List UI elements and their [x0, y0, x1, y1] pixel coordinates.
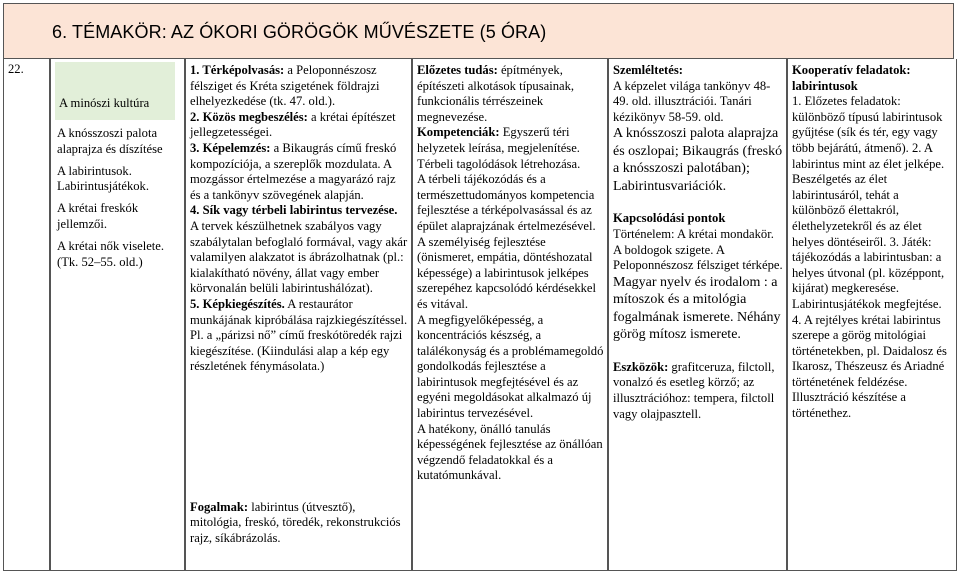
tools-head: Eszközök:	[613, 359, 669, 374]
competence-paragraph: A személyiség fejlesztése (önismeret, empátia, döntéshozatal képessége) a labirintusok jelképes szerepéhez kapcsolódó kérdésekkel és vitával.	[417, 234, 597, 311]
topic-item: A labirintusok. Labirintusjátékok.	[57, 163, 149, 194]
tools-body: grafitceruza, filctoll, vonalzó és esetleg körző; az illusztrációhoz: tempera, filctoll vagy olajpasztell.	[613, 359, 775, 421]
tasks-body: 1. Előzetes feladatok: különböző típusú labirintusok gyűjtése (sík és tér, egy vagy több bejárátú, átmenő). 2. A labirintus mint az élet jelképe. Beszélgetés az élet labirintusáról, tehát a különböző élettakról, élethelyzetekről és az élet helyes döntéseiről. 3. Játék: tájékozódás a labirintusban: a helyes útvonal (pl. középpont, kijárat) megkeresése. Labirintusjátékok megfejtése. 4. A rejtélyes krétai labirintus szerepe a görög mitológiai történetekben, pl. Daidalosz és Ikarosz, Thészeusz és Ariadné történetének feldézése. Illusztráció készítése a történethez.	[792, 94, 947, 421]
topic-item: A krétai freskók jellemzői.	[57, 201, 139, 231]
number-cell	[3, 59, 50, 571]
activity-head: 5. Képkiegészítés.	[190, 296, 285, 311]
competences-cell	[412, 59, 608, 571]
topic-cell	[50, 59, 185, 571]
page-title: 6. TÉMAKÖR: AZ ÓKORI GÖRÖGÖK MŰVÉSZETE (5 ÓRA)	[52, 22, 547, 42]
prior-knowledge-body: építmények, építészeti alkotások típusainak, funkcionális térrészeinek megnevezése.	[417, 63, 575, 124]
topic-list	[57, 126, 181, 277]
activity-body: a Bikaugrás című freskó kompozíciója, a szereplők mozdulata. A mozgássor értelmezése a magyarázó rajz és a tankönyv szövegének alapján.	[190, 140, 397, 202]
concepts	[190, 487, 408, 559]
topic-item: A krétai nők viselete. (Tk. 52–55. old.)	[57, 239, 165, 269]
competences-head: Kompetenciák:	[417, 125, 500, 140]
prior-knowledge-head: Előzetes tudás:	[417, 63, 498, 77]
unit-highlight	[55, 62, 175, 120]
competence-text	[417, 63, 604, 484]
activities-cell	[185, 59, 412, 571]
tasks-text	[792, 63, 953, 422]
tasks-cell	[787, 59, 957, 571]
visual-aids-list: A knósszoszi palota alaprajza és oszlopai; Bikaugrás (freskó a knósszoszi palotában); Labirintusvariációk.	[613, 126, 783, 194]
topic-item: A knósszoszi palota alaprajza és díszítése	[57, 126, 163, 156]
title-band	[3, 3, 954, 59]
activity-item	[190, 203, 408, 297]
resources-text	[613, 63, 783, 422]
links-head: Kapcsolódási pontok	[613, 211, 726, 226]
tasks-head: Kooperatív feladatok: labirintusok	[792, 63, 911, 93]
activity-item	[190, 141, 408, 203]
lesson-table	[3, 59, 957, 571]
competences-body: Egyszerű téri helyzetek leírása, megjelenítése. Térbeli tagolódások létrehozása.	[417, 125, 581, 171]
activity-head: 4. Sík vagy térbeli labirintus tervezése.	[190, 203, 398, 218]
row-number: 22.	[8, 62, 24, 76]
activity-body: A restaurátor munkájának kipróbálása rajzkiegészítéssel. Pl. a „párizsi nő” című freskótöredék rajzi kiegészítése. (Kiindulási alap a kép egy részletének fénymásolata.)	[190, 296, 408, 374]
resources-cell	[608, 59, 787, 571]
competence-paragraph: A térbeli tájékozódás és a természettudományos kompetencia fejlesztése a térképolvasással és az épület alaprajzának értelmezésével.	[417, 172, 596, 233]
links-literature: Magyar nyelv és irodalom : a mítoszok és a mitológia fogalmának ismerete. Néhány görög mítosz ismerete.	[613, 274, 781, 343]
activity-item	[190, 110, 408, 141]
activity-body: a krétai építészet jellegzetességei.	[190, 109, 396, 140]
activity-item	[190, 297, 408, 375]
links-body: Történelem: A krétai mondakör. A boldogok szigete. A Peloponnészosz félsziget térképe.	[613, 226, 783, 273]
activity-head: 2. Közös megbeszélés:	[190, 109, 308, 124]
activity-head: 1. Térképolvasás:	[190, 63, 285, 77]
concepts-body: labirintus (útvesztő), mitológia, freskó, töredék, rekonstrukciós rajz, síkábrázolás.	[190, 499, 401, 545]
activity-body: A tervek készülhetnek szabályos vagy szabálytalan befoglaló formával, vagy akár valamilyen alakzatot is ábrázolhatnak (pl.: kialakítható növény, állat vagy ember körvonalán belüli labirintushálózat).	[190, 218, 408, 296]
activity-body: a Peloponnészosz félsziget és Kréta szigetének földrajzi elhelyezkedése (tk. 47. old.).	[190, 63, 380, 109]
concepts-head: Fogalmak:	[190, 499, 249, 514]
activity-list	[190, 63, 408, 375]
visual-aids-head: Szemléltetés:	[613, 63, 683, 77]
competence-paragraph: A megfigyelőképesség, a koncentrációs készség, a találékonyság és a problémamegoldó gondolkodás fejlesztése a labirintusok megfejtésével és az egyéni megoldásokat alkalmazó új labirintus tervezésével.	[417, 312, 604, 421]
visual-aids-body: A képzelet világa tankönyv 48-49. old. illusztrációi. Tanári kézikönyv 58-59. old.	[613, 78, 771, 124]
competence-paragraph: A hatékony, önálló tanulás képességének fejlesztése az önállóan végzendő feladatokkal és a kutatómunkával.	[417, 421, 603, 483]
unit-title: A minószi kultúra	[59, 96, 150, 110]
activity-head: 3. Képelemzés:	[190, 140, 271, 155]
activity-item	[190, 63, 408, 110]
